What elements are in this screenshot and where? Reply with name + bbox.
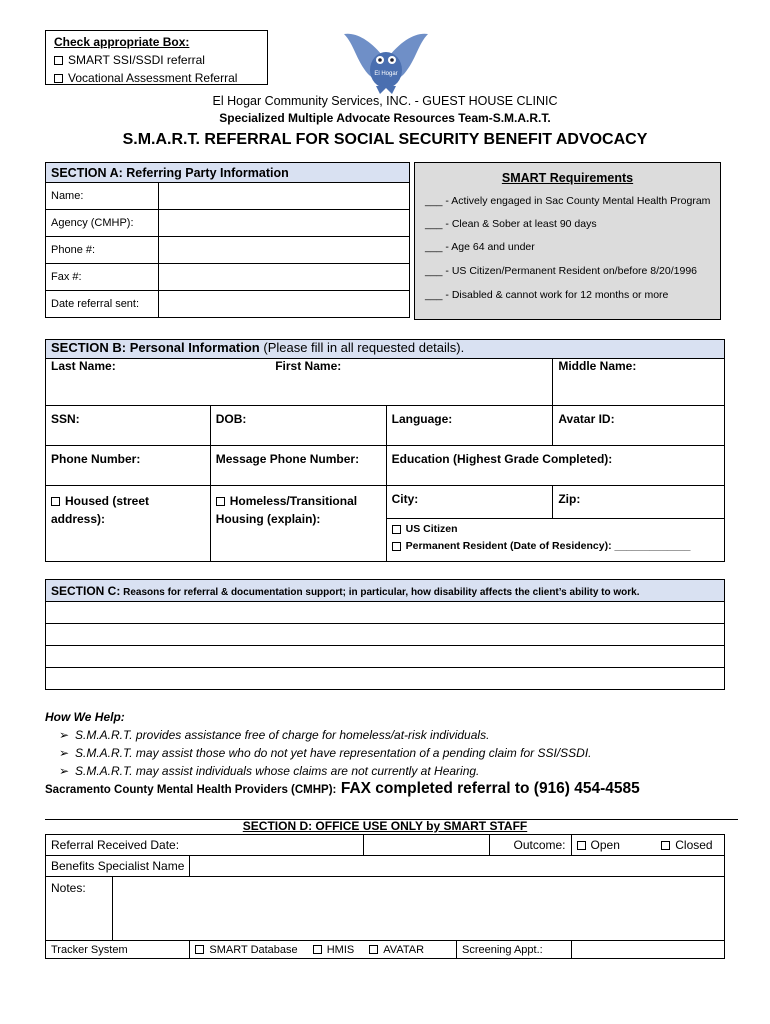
reason-line[interactable] <box>46 646 725 668</box>
arrow-bullet-icon: ➢ <box>58 764 69 778</box>
fax-label: Fax #: <box>46 264 159 291</box>
section-c-heading: SECTION C: Reasons for referral & documentation support; in particular, how disability affects the client’s ability to work. <box>46 580 725 602</box>
referral-received-input[interactable] <box>364 835 490 856</box>
outcome-open[interactable]: Open <box>577 838 620 852</box>
date-sent-label: Date referral sent: <box>46 291 159 318</box>
section-a-table <box>45 162 410 318</box>
avatar-id-field[interactable]: Avatar ID: <box>553 406 725 446</box>
checkbox-icon[interactable] <box>54 74 63 83</box>
referral-type-box <box>45 30 268 85</box>
el-hogar-logo <box>336 30 436 96</box>
tracker-avatar[interactable]: AVATAR <box>369 944 424 956</box>
requirement-item: ___ - Disabled & cannot work for 12 months or more <box>425 289 669 301</box>
tracker-system-label: Tracker System <box>46 941 190 959</box>
benefits-specialist-label: Benefits Specialist Name <box>46 856 190 877</box>
team-line: Specialized Multiple Advocate Resources Team-S.M.A.R.T. <box>219 111 551 125</box>
checkbox-icon[interactable] <box>54 56 63 65</box>
section-d-table <box>45 834 725 959</box>
checkbox-icon[interactable] <box>51 497 60 506</box>
notes-label: Notes: <box>46 877 113 941</box>
checkbox-icon[interactable] <box>216 497 225 506</box>
section-c-table <box>45 579 725 690</box>
form-title: S.M.A.R.T. REFERRAL FOR SOCIAL SECURITY BENEFIT ADVOCACY <box>122 131 648 148</box>
requirement-item: ___ - US Citizen/Permanent Resident on/before 8/20/1996 <box>425 265 698 277</box>
logo-text: El Hogar <box>374 71 398 77</box>
checkbox-icon[interactable] <box>661 841 670 850</box>
checkbox-icon[interactable] <box>392 542 401 551</box>
dob-field[interactable]: DOB: <box>210 406 386 446</box>
section-d-heading: SECTION D: OFFICE USE ONLY by SMART STAFF <box>242 819 528 833</box>
arrow-bullet-icon: ➢ <box>58 728 69 742</box>
requirement-item: ___ - Clean & Sober at least 90 days <box>425 218 597 230</box>
name-label: Name: <box>46 183 159 210</box>
ssn-field[interactable]: SSN: <box>46 406 211 446</box>
notes-input[interactable] <box>113 877 725 941</box>
checkbox-icon[interactable] <box>195 945 204 954</box>
language-field[interactable]: Language: <box>386 406 553 446</box>
reason-line[interactable] <box>46 668 725 690</box>
permanent-resident-option[interactable]: Permanent Resident (Date of Residency): _____________ <box>392 538 719 555</box>
org-line: El Hogar Community Services, INC. - GUEST HOUSE CLINIC <box>212 94 558 108</box>
help-item: ➢ S.M.A.R.T. may assist those who do not yet have representation of a pending claim for SSI/SSDI. <box>45 744 725 762</box>
requirement-item: ___ - Actively engaged in Sac County Mental Health Program <box>425 195 711 207</box>
reason-line[interactable] <box>46 602 725 624</box>
referral-type-title: Check appropriate Box: <box>54 35 190 49</box>
phone-label: Phone #: <box>46 237 159 264</box>
referral-received-field[interactable]: Referral Received Date: <box>46 835 364 856</box>
date-sent-input[interactable] <box>159 291 410 318</box>
us-citizen-option[interactable]: US Citizen <box>392 521 719 538</box>
smart-requirements-box <box>414 162 721 320</box>
outcome-closed[interactable]: Closed <box>661 838 712 852</box>
referral-option-vocational[interactable]: Vocational Assessment Referral <box>54 69 259 87</box>
help-item: ➢ S.M.A.R.T. may assist individuals whose claims are not currently at Hearing. <box>45 762 725 780</box>
reason-line[interactable] <box>46 624 725 646</box>
help-item: ➢ S.M.A.R.T. provides assistance free of charge for homeless/at-risk individuals. <box>45 726 725 744</box>
checkbox-icon[interactable] <box>313 945 322 954</box>
education-field[interactable]: Education (Highest Grade Completed): <box>386 446 724 486</box>
outcome-label: Outcome: <box>490 835 571 856</box>
city-field[interactable]: City: <box>386 486 553 519</box>
message-phone-field[interactable]: Message Phone Number: <box>210 446 386 486</box>
first-name-field[interactable]: First Name: <box>210 359 553 406</box>
tracker-smart-database[interactable]: SMART Database <box>195 944 297 956</box>
tracker-hmis[interactable]: HMIS <box>313 944 355 956</box>
outcome-options <box>571 835 724 856</box>
section-b-heading: SECTION B: Personal Information (Please fill in all requested details). <box>46 340 725 359</box>
checkbox-icon[interactable] <box>392 525 401 534</box>
tracker-options <box>190 941 457 959</box>
referral-option-smart[interactable]: SMART SSI/SSDI referral <box>54 51 259 69</box>
phone-number-field[interactable]: Phone Number: <box>46 446 211 486</box>
requirements-title: SMART Requirements <box>501 171 634 185</box>
arrow-bullet-icon: ➢ <box>58 746 69 760</box>
zip-field[interactable]: Zip: <box>553 486 725 519</box>
screening-appt-input[interactable] <box>571 941 724 959</box>
middle-name-field[interactable]: Middle Name: <box>553 359 725 406</box>
homeless-field[interactable]: Homeless/Transitional Housing (explain): <box>210 486 386 562</box>
fax-input[interactable] <box>159 264 410 291</box>
how-we-help <box>45 708 725 780</box>
housed-field[interactable]: Housed (street address): <box>46 486 211 562</box>
name-input[interactable] <box>159 183 410 210</box>
section-a-heading: SECTION A: Referring Party Information <box>46 163 410 183</box>
phone-input[interactable] <box>159 237 410 264</box>
agency-label: Agency (CMHP): <box>46 210 159 237</box>
fax-line: Sacramento County Mental Health Providers (CMHP): FAX completed referral to (916) 454-4585 <box>45 780 640 797</box>
citizenship-field <box>386 519 724 562</box>
agency-input[interactable] <box>159 210 410 237</box>
section-b-table <box>45 339 725 562</box>
screening-appt-label: Screening Appt.: <box>456 941 571 959</box>
how-we-help-title: How We Help: <box>45 710 125 724</box>
checkbox-icon[interactable] <box>369 945 378 954</box>
benefits-specialist-input[interactable] <box>190 856 725 877</box>
checkbox-icon[interactable] <box>577 841 586 850</box>
last-name-field[interactable]: Last Name: <box>46 359 211 406</box>
requirement-item: ___ - Age 64 and under <box>425 241 535 253</box>
